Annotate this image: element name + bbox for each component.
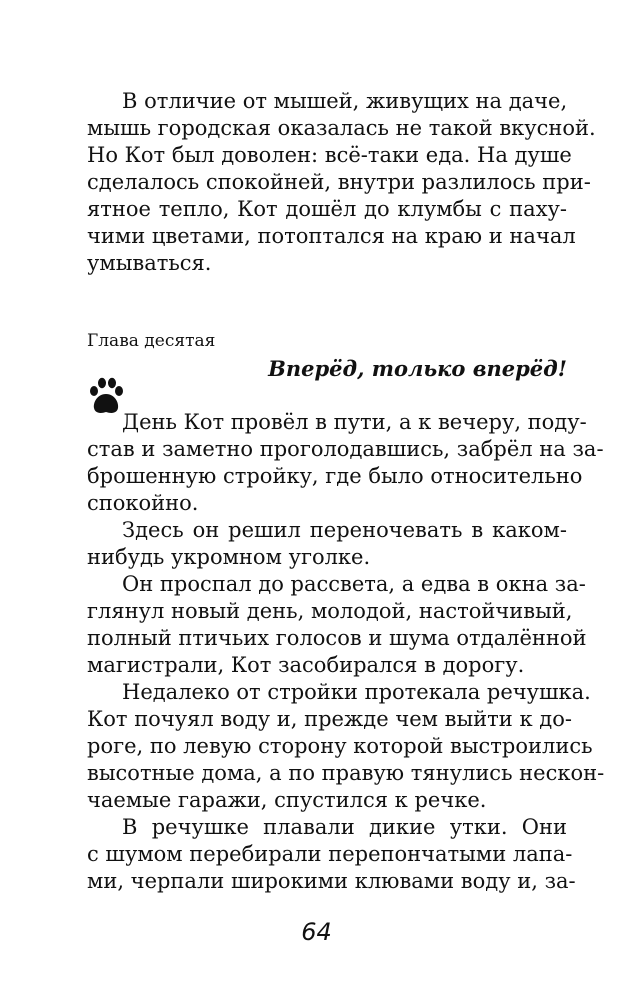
- text-line: нибудь укромном уголке.: [87, 545, 371, 569]
- text-line: мышь городская оказалась не такой вкусной.: [87, 116, 596, 140]
- text-line: глянул новый день, молодой, настойчивый,: [87, 599, 573, 623]
- page-number: 64: [301, 918, 332, 946]
- chapter-title: Вперёд, только вперёд!: [268, 356, 567, 381]
- text-line: Кот почуял воду и, прежде чем выйти к до-: [87, 707, 572, 731]
- text-line: ятное тепло, Кот дошёл до клумбы с паху-: [87, 197, 567, 221]
- text-line: магистрали, Кот засобирался в дорогу.: [87, 653, 525, 677]
- text-line: чаемые гаражи, спустился к речке.: [87, 788, 487, 812]
- text-line: высотные дома, а по правую тянулись нескон-: [87, 761, 605, 785]
- text-line: В речушке плавали дикие утки. Они: [122, 815, 567, 839]
- text-line: с шумом перебирали перепончатыми лапа-: [87, 842, 573, 866]
- chapter-label: Глава десятая: [87, 331, 216, 351]
- text-line: спокойно.: [87, 491, 199, 515]
- text-line: став и заметно проголодавшись, забрёл на за-: [87, 437, 604, 461]
- text-line: Он проспал до рассвета, а едва в окна за-: [122, 572, 586, 596]
- text-line: роге, по левую сторону которой выстроились: [87, 734, 593, 758]
- text-line: полный птичьих голосов и шума отдалённой: [87, 626, 587, 650]
- text-line: Недалеко от стройки протекала речушка.: [122, 680, 591, 704]
- text-line: брошенную стройку, где было относительно: [87, 464, 583, 488]
- text-line: Здесь он решил переночевать в каком-: [122, 518, 567, 542]
- text-line: умываться.: [87, 251, 212, 275]
- text-line: сделалось спокойней, внутри разлилось при-: [87, 170, 591, 194]
- text-line: чими цветами, потоптался на краю и начал: [87, 224, 576, 248]
- text-line: Но Кот был доволен: всё-таки еда. На душе: [87, 143, 572, 167]
- text-line: День Кот провёл в пути, а к вечеру, поду-: [122, 410, 587, 434]
- text-line: ми, черпали широкими клювами воду и, за-: [87, 869, 576, 893]
- text-line: В отличие от мышей, живущих на даче,: [122, 89, 568, 113]
- paw-icon: [85, 377, 125, 417]
